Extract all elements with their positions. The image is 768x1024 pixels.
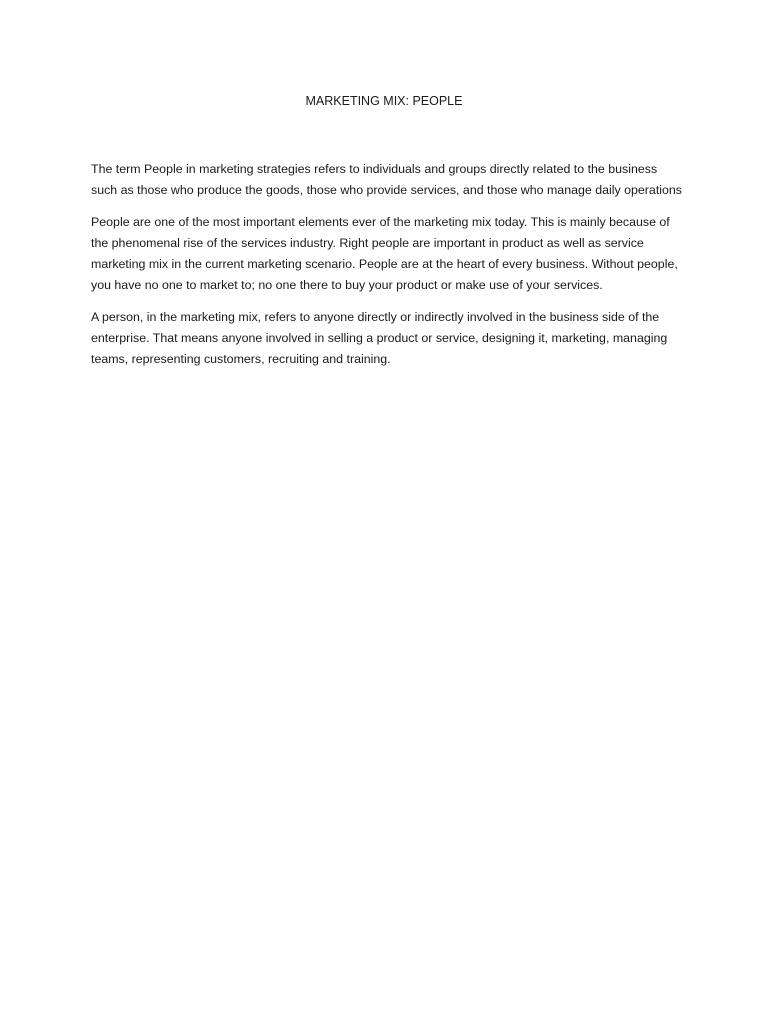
paragraph-person: A person, in the marketing mix, refers to anyone directly or indirectly involved in the business side of the enterprise. That means anyone involved in selling a product or service, designing it, marketing, managing teams, representing customers, recruiting and training.	[91, 310, 668, 366]
document-body	[91, 159, 686, 381]
paragraph-importance: People are one of the most important elements ever of the marketing mix today. This is mainly because of the phenomenal rise of the services industry. Right people are important in product as well as service marketing mix in the current marketing scenario. People are at the heart of every business. Without people, you have no one to market to; no one there to buy your product or make use of your services.	[91, 215, 678, 292]
document-title: MARKETING MIX: PEOPLE	[305, 94, 463, 108]
paragraph-definition: The term People in marketing strategies refers to individuals and groups directly related to the business such as those who produce the goods, those who provide services, and those who manage daily operations	[91, 162, 682, 197]
